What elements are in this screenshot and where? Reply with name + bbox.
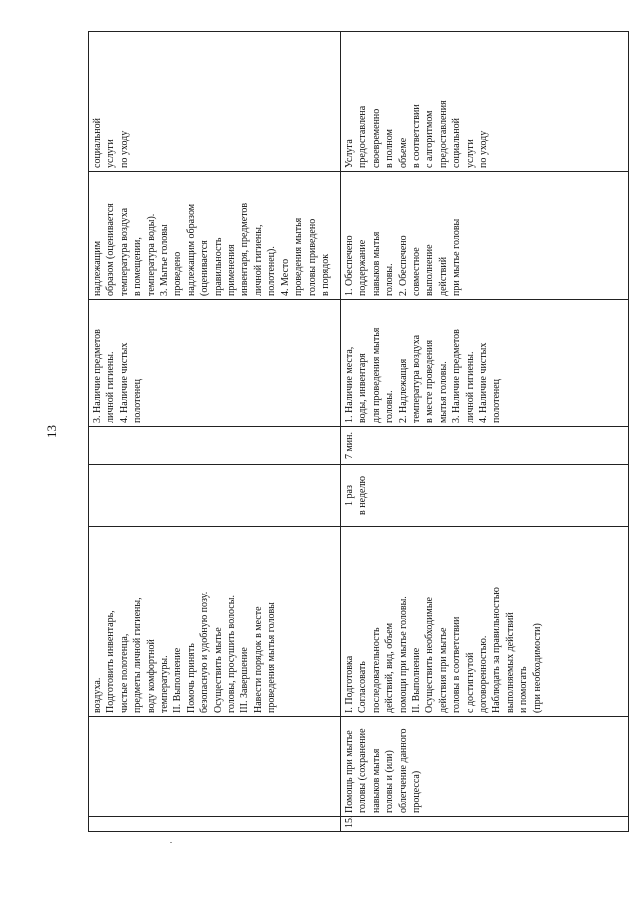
cell-text-line: II. Выполнение xyxy=(172,647,184,713)
cell-text-line: проведено xyxy=(172,251,184,296)
cell-text-line: для проведения мытья xyxy=(370,327,382,423)
cell-text-line: последовательность xyxy=(370,627,382,713)
cell-text-line: (при необходимости) xyxy=(531,623,543,713)
cell-text-line: выполняемых действий xyxy=(504,612,516,713)
row-number-cell xyxy=(89,817,341,832)
cell-text-line: действия при мытье xyxy=(437,627,449,713)
cell-text-line: Услуга xyxy=(344,139,355,168)
cell-text-line: чистые полотенца, xyxy=(118,633,130,713)
cell-text-line: воды, инвентаря xyxy=(357,353,369,423)
cell-text-line: головы (сохранение xyxy=(357,728,369,813)
cell-text-line: действий, вид, объем xyxy=(384,622,396,713)
cell-text-line: предоставлена xyxy=(357,105,369,168)
cell-text-line: головы, просушить волосы. xyxy=(226,595,238,713)
cell-text-line: 4. Место xyxy=(279,258,291,296)
cell-text-line: головы и (или) xyxy=(384,750,396,813)
cell-text-line: Навести порядок в месте xyxy=(252,606,264,713)
cell-text-line: проведения мытья головы xyxy=(266,602,278,713)
cell-text-line: проведения мытья xyxy=(293,217,305,296)
cell-text-line: в соответствии xyxy=(411,104,423,168)
cell-text-line: социальной xyxy=(92,118,103,168)
cell-text-line: с достигнутой xyxy=(464,652,476,713)
cell-text-line: 4. Наличие чистых xyxy=(478,342,490,423)
duration-cell: 7 мин. xyxy=(341,427,629,465)
service-name-cell xyxy=(341,717,629,817)
cell-text-line: с алгоритмом xyxy=(424,110,436,168)
cell-text-line: надлежащим образом xyxy=(185,203,197,296)
cell-text-line: навыков мытья xyxy=(370,748,382,813)
standards-table-grid xyxy=(88,31,629,832)
cell-text-line: 3. Мытье головы xyxy=(159,224,171,296)
cell-text-line: 1. Обеспечено xyxy=(344,235,355,296)
frequency-cell xyxy=(341,465,629,527)
cell-text-line: в неделю xyxy=(357,476,369,515)
cell-text-line: социальной xyxy=(451,118,463,168)
duration-cell xyxy=(89,427,341,465)
cell-text-line: в полном xyxy=(384,129,396,168)
table-row xyxy=(89,32,341,832)
cell-text-line: процесса) xyxy=(411,770,423,813)
cell-text-line: температуры. xyxy=(159,655,171,713)
cell-text-line: личной гигиены. xyxy=(105,351,117,423)
cell-text-line: Помочь принять xyxy=(185,643,197,713)
cell-text-line: головы. xyxy=(384,390,396,423)
cell-text-line: Подготовить инвентарь, xyxy=(105,610,117,713)
cell-text-line: 4. Наличие чистых xyxy=(118,342,130,423)
service-content-cell xyxy=(89,527,341,717)
cell-text-line: помощи при мытье головы. xyxy=(397,596,409,713)
cell-text-line: навыков мытья xyxy=(370,231,382,296)
cell-text-line: температура воды). xyxy=(145,213,157,296)
cell-text-line: поддержание xyxy=(357,239,369,296)
cell-text-line: безопасную и удобную позу. xyxy=(199,591,211,713)
cell-text-line: предметы личной гигиены, xyxy=(132,597,144,713)
cell-text-line: 3. Наличие предметов xyxy=(92,329,103,423)
cell-text-line: головы приведено xyxy=(306,218,318,296)
cell-text-line: своевременно xyxy=(370,108,382,168)
cell-text-line: II. Выполнение xyxy=(411,647,423,713)
cell-text-line: договоренностью. xyxy=(478,635,490,713)
row-number-cell: 15. xyxy=(341,817,629,832)
service-content-cell xyxy=(341,527,629,717)
cell-text-line: Помощь при мытье xyxy=(344,730,355,813)
cell-text-line: головы. xyxy=(384,263,396,296)
cell-text-line: по уходу xyxy=(478,130,490,168)
quality-indicators-cell xyxy=(341,172,629,300)
cell-text-line: применения xyxy=(226,244,238,296)
cell-text-line: головы в соответствии xyxy=(451,616,463,713)
cell-text-line: Осуществить мытье xyxy=(212,627,224,713)
cell-text-line: при мытье головы xyxy=(451,218,463,296)
cell-text-line: I. Подготовка xyxy=(344,655,355,713)
cell-text-line: Согласовать xyxy=(357,661,369,713)
cell-text-line: полотенец). xyxy=(266,246,278,296)
cell-text-line: предоставления xyxy=(437,100,449,168)
conditions-cell xyxy=(341,300,629,427)
cell-text-line: 1. Наличие места, xyxy=(344,346,355,423)
frequency-cell xyxy=(89,465,341,527)
cell-text-line: образом (оценивается xyxy=(105,203,117,296)
cell-text-line: (оценивается xyxy=(199,240,211,296)
cell-text-line: личной гигиены, xyxy=(252,224,264,296)
cell-text-line: 1 раз xyxy=(344,485,355,506)
cell-text-line: в порядок xyxy=(319,253,331,296)
cell-text-line: 2. Обеспечено xyxy=(397,235,409,296)
cell-text-line: Наблюдать за правильностью xyxy=(491,587,503,713)
evaluation-cell xyxy=(341,32,629,172)
cell-text-line: в месте проведения xyxy=(424,339,436,423)
cell-text-line: действий xyxy=(437,256,449,296)
cell-text-line: выполнение xyxy=(424,244,436,296)
cell-text-line: температура воздуха xyxy=(118,207,130,296)
cell-text-line: 3. Наличие предметов xyxy=(451,329,463,423)
cell-text-line: температура воздуха xyxy=(411,334,423,423)
cell-text-line: правильность xyxy=(212,237,224,296)
cell-text-line: инвентаря, предметов xyxy=(239,202,251,296)
cell-text-line: облегчение данного xyxy=(397,728,409,813)
cell-text-line: Осуществить необходимые xyxy=(424,597,436,713)
cell-text-line: совместное xyxy=(411,247,423,296)
cell-text-line: мытья головы. xyxy=(437,361,449,423)
cell-text-line: полотенец xyxy=(132,378,144,423)
conditions-cell xyxy=(89,300,341,427)
quality-indicators-cell xyxy=(89,172,341,300)
scan-speck xyxy=(170,842,172,843)
cell-text-line: полотенец xyxy=(491,378,503,423)
cell-text-line: в помещении, xyxy=(132,237,144,296)
cell-text-line: надлежащим xyxy=(92,240,103,296)
table-row xyxy=(341,32,629,832)
cell-text-line: объеме xyxy=(397,137,409,168)
evaluation-cell xyxy=(89,32,341,172)
cell-text-line: III. Завершение xyxy=(239,647,251,713)
cell-text-line: и помогать xyxy=(518,666,530,713)
page-number: 13 xyxy=(44,425,59,438)
cell-text-line: личной гигиены. xyxy=(464,351,476,423)
cell-text-line: услуги xyxy=(464,139,476,168)
cell-text-line: воду комфортной xyxy=(145,639,157,713)
cell-text-line: 2. Надлежащая xyxy=(397,358,409,423)
cell-text-line: услуги xyxy=(105,139,117,168)
service-standards-table xyxy=(88,32,628,832)
cell-text-line: по уходу xyxy=(118,130,130,168)
service-name-cell xyxy=(89,717,341,817)
cell-text-line: воздуха. xyxy=(92,677,103,713)
